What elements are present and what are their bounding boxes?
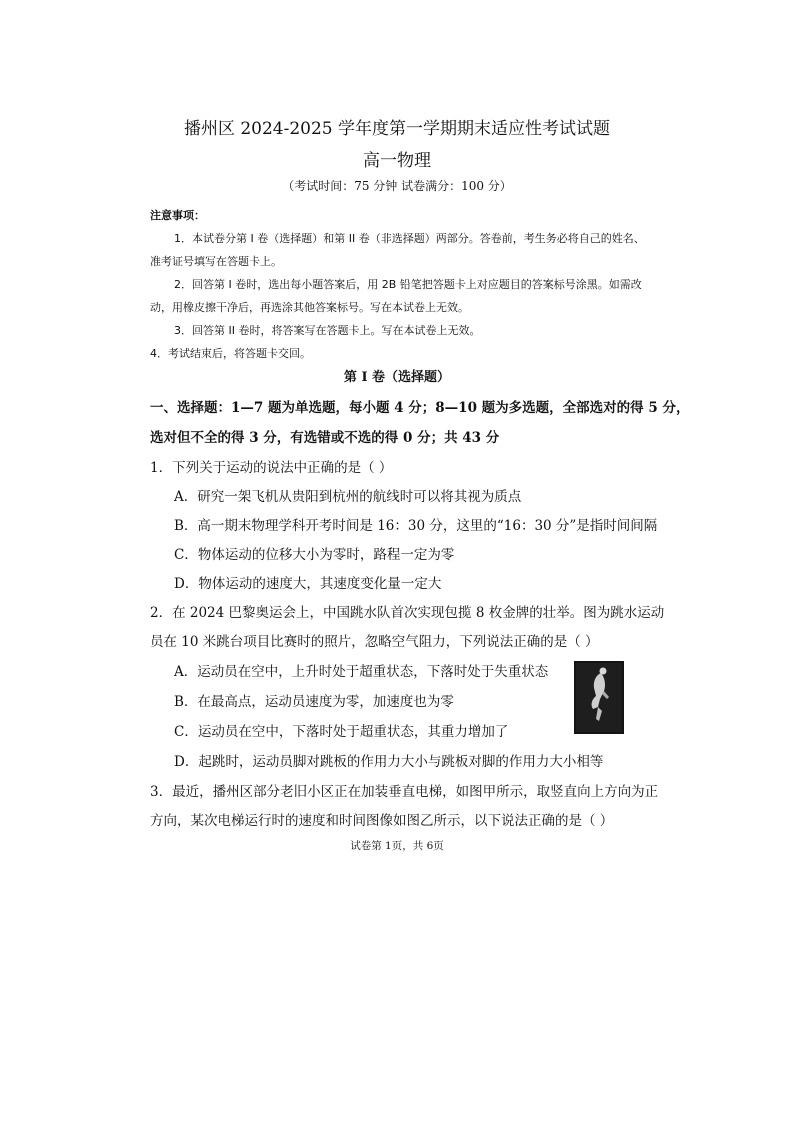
section-title: 第 I 卷（选择题） [343,370,451,385]
question-3-stem: 3．最近，播州区部分老旧小区正在加装垂直电梯，如图甲所示，取竖直向上方向为正 [150,784,659,800]
diver-figure-icon [574,661,624,734]
question-2-stem: 2．在 2024 巴黎奥运会上，中国跳水队首次实现包揽 8 枚金牌的壮举。图为跳水运动 [150,605,665,621]
page-footer: 试卷第 1页，共 6页 [350,840,444,852]
question-2-option-a: A．运动员在空中，上升时处于超重状态，下落时处于失重状态 [174,664,549,680]
note-line: 1．本试卷分第 I 卷（选择题）和第 II 卷（非选择题）两部分。答卷前，考生务必将自己的姓名、 [174,232,645,245]
exam-subject: 高一物理 [363,151,431,171]
exam-title: 播州区 2024-2025 学年度第一学期期末适应性考试试题 [183,119,611,139]
notes-title: 注意事项： [150,209,205,222]
note-line: 动，用橡皮擦干净后，再选涂其他答案标号。写在本试卷上无效。 [150,301,469,314]
exam-info: （考试时间：75 分钟 试卷满分：100 分） [282,179,512,193]
question-1-option-c: C．物体运动的位移大小为零时，路程一定为零 [174,547,455,563]
section-instructions: 一、选择题：1—7 题为单选题，每小题 4 分；8—10 题为多选题，全部选对的得 5 分， [150,400,690,416]
question-2-stem: 员在 10 米跳台项目比赛时的照片，忽略空气阻力，下列说法正确的是（ ） [150,634,599,650]
question-2-option-b: B．在最高点，运动员速度为零，加速度也为零 [174,694,454,710]
note-line: 4．考试结束后，将答题卡交回。 [150,347,311,360]
section-instructions: 选对但不全的得 3 分，有选错或不选的得 0 分；共 43 分 [150,430,500,446]
question-1-option-a: A．研究一架飞机从贵阳到杭州的航线时可以将其视为质点 [174,489,522,505]
note-line: 准考证号填写在答题卡上。 [150,255,282,268]
question-1-option-b: B．高一期末物理学科开考时间是 16：30 分，这里的“16：30 分”是指时间间隔 [174,518,658,534]
question-2-option-d: D．起跳时，运动员脚对跳板的作用力大小与跳板对脚的作用力大小相等 [174,754,604,770]
question-2-option-c: C．运动员在空中，下落时处于超重状态，其重力增加了 [174,724,509,740]
diver-photo [574,661,624,734]
question-1-stem: 1．下列关于运动的说法中正确的是（ ） [150,460,393,476]
question-1-option-d: D．物体运动的速度大，其速度变化量一定大 [174,576,442,592]
note-line: 3．回答第 II 卷时，将答案写在答题卡上。写在本试卷上无效。 [174,324,481,337]
question-3-stem: 方向，某次电梯运行时的速度和时间图像如图乙所示，以下说法正确的是（ ） [150,813,614,829]
note-line: 2．回答第 I 卷时，选出每小题答案后，用 2B 铅笔把答题卡上对应题目的答案标号涂黑。如需改 [174,278,642,291]
